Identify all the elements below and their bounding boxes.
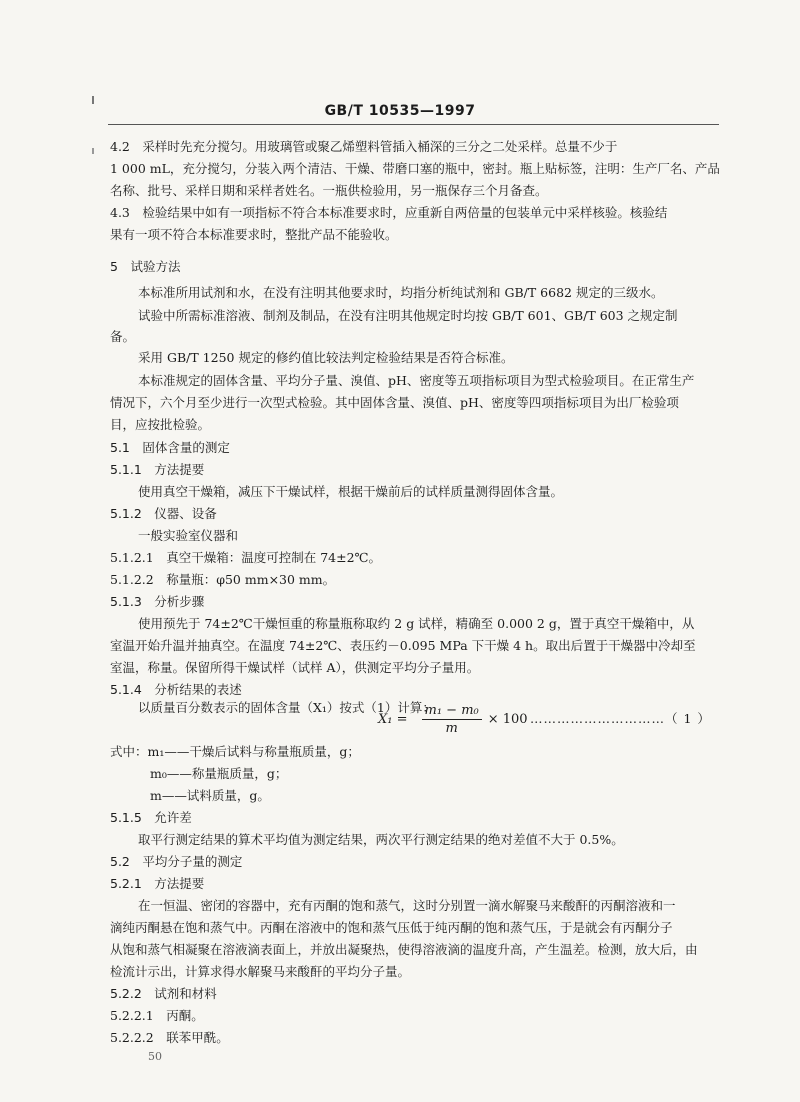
text-line: 室温，称量。保留所得干燥试样（试样 A），供测定平均分子量用。 — [110, 660, 480, 675]
text-line: 滴纯丙酮悬在饱和蒸气中。丙酮在溶液中的饱和蒸气压低于纯丙酮的饱和蒸气压，于是就会有丙酮分子 — [110, 920, 673, 935]
text-line: m——试料质量，g。 — [150, 788, 270, 803]
text-line: 采用 GB/T 1250 规定的修约值比较法判定检验结果是否符合标准。 — [138, 350, 514, 365]
section-heading: 5.1.1 方法提要 — [110, 462, 205, 477]
text-line: 名称、批号、采样日期和采样者姓名。一瓶供检验用，另一瓶保存三个月备查。 — [110, 183, 548, 198]
section-heading: 5.1.2 仪器、设备 — [110, 506, 217, 521]
text-line: 检流计示出，计算求得水解聚马来酸酐的平均分子量。 — [110, 964, 411, 979]
scan-mark — [92, 148, 94, 154]
text-line: 在一恒温、密闭的容器中，充有丙酮的饱和蒸气，这时分别置一滴水解聚马来酸酐的丙酮溶液和一 — [138, 898, 676, 913]
text-line: m₀——称量瓶质量，g； — [150, 766, 288, 781]
section-heading: 5.1.4 分析结果的表述 — [110, 682, 242, 697]
section-heading: 5.1.5 允许差 — [110, 810, 192, 825]
section-heading: 5 试验方法 — [110, 259, 181, 274]
section-heading: 5.1 固体含量的测定 — [110, 440, 230, 455]
text-line: 从饱和蒸气相凝聚在溶液滴表面上，并放出凝聚热，使得溶液滴的温度升高，产生温差。检测，放大后，由 — [110, 942, 698, 957]
formula-denominator: m — [445, 721, 458, 736]
header-rule — [108, 124, 719, 125]
formula-numerator: m₁ − m₀ — [422, 703, 482, 720]
formula-tail: × 100 — [487, 712, 528, 727]
text-line: 5.1.2.1 真空干燥箱：温度可控制在 74±2℃。 — [110, 550, 382, 565]
text-line: 使用真空干燥箱，减压下干燥试样，根据干燥前后的试样质量测得固体含量。 — [138, 484, 564, 499]
text-line: 室温开始升温并抽真空。在温度 74±2℃、表压约－0.095 MPa 下干燥 4 h。取出后置于干燥器中冷却至 — [110, 638, 696, 653]
text-line: 情况下，六个月至少进行一次型式检验。其中固体含量、溴值、pH、密度等四项指标项目为出厂检验项 — [110, 395, 679, 410]
text-line: 4.3 检验结果中如有一项指标不符合本标准要求时，应重新自两倍量的包装单元中采样核验。核验结 — [110, 205, 668, 220]
text-line: 4.2 采样时先充分搅匀。用玻璃管或聚乙烯塑料管插入桶深的三分之二处采样。总量不少于 — [110, 139, 618, 154]
text-line: 果有一项不符合本标准要求时，整批产品不能验收。 — [110, 227, 398, 242]
text-line: 试验中所需标准溶液、制剂及制品，在没有注明其他规定时均按 GB/T 601、GB/T 603 之规定制 — [138, 308, 678, 323]
standard-header: GB/T 10535—1997 — [324, 103, 476, 119]
text-line: 以质量百分数表示的固体含量（X₁）按式（1）计算： — [138, 700, 435, 715]
page-number: 50 — [148, 1050, 162, 1063]
text-line: 5.1.2.2 称量瓶：φ50 mm×30 mm。 — [110, 572, 336, 587]
text-line: 使用预先于 74±2℃干燥恒重的称量瓶称取约 2 g 试样，精确至 0.000 2 g，置于真空干燥箱中，从 — [138, 616, 695, 631]
section-heading: 5.2.1 方法提要 — [110, 876, 205, 891]
section-heading: 5.2.2 试剂和材料 — [110, 986, 217, 1001]
text-line: 取平行测定结果的算术平均值为测定结果，两次平行测定结果的绝对差值不大于 0.5%。 — [138, 832, 624, 847]
section-heading: 5.2 平均分子量的测定 — [110, 854, 243, 869]
text-line: 备。 — [110, 329, 136, 344]
text-line: 5.2.2.2 联苯甲酰。 — [110, 1030, 229, 1045]
text-line: 5.2.2.1 丙酮。 — [110, 1008, 204, 1023]
section-heading: 5.1.3 分析步骤 — [110, 594, 205, 609]
text-line: 本标准所用试剂和水，在没有注明其他要求时，均指分析纯试剂和 GB/T 6682 规定的三级水。 — [138, 285, 664, 300]
text-line: 1 000 mL，充分搅匀，分装入两个清洁、干燥、带磨口塞的瓶中，密封。瓶上贴标签，注明：生产厂名、产品 — [110, 161, 720, 176]
formula-1 — [378, 703, 528, 736]
text-line: 一般实验室仪器和 — [138, 528, 239, 543]
text-line: 式中：m₁——干燥后试料与称量瓶质量，g； — [110, 744, 360, 759]
formula-lhs: X₁ = — [378, 712, 408, 727]
equation-number: …………………………（ 1 ） — [530, 711, 711, 726]
text-line: 本标准规定的固体含量、平均分子量、溴值、pH、密度等五项指标项目为型式检验项目。在正常生产 — [138, 373, 695, 388]
formula-fraction — [422, 703, 482, 736]
text-line: 目，应按批检验。 — [110, 417, 211, 432]
